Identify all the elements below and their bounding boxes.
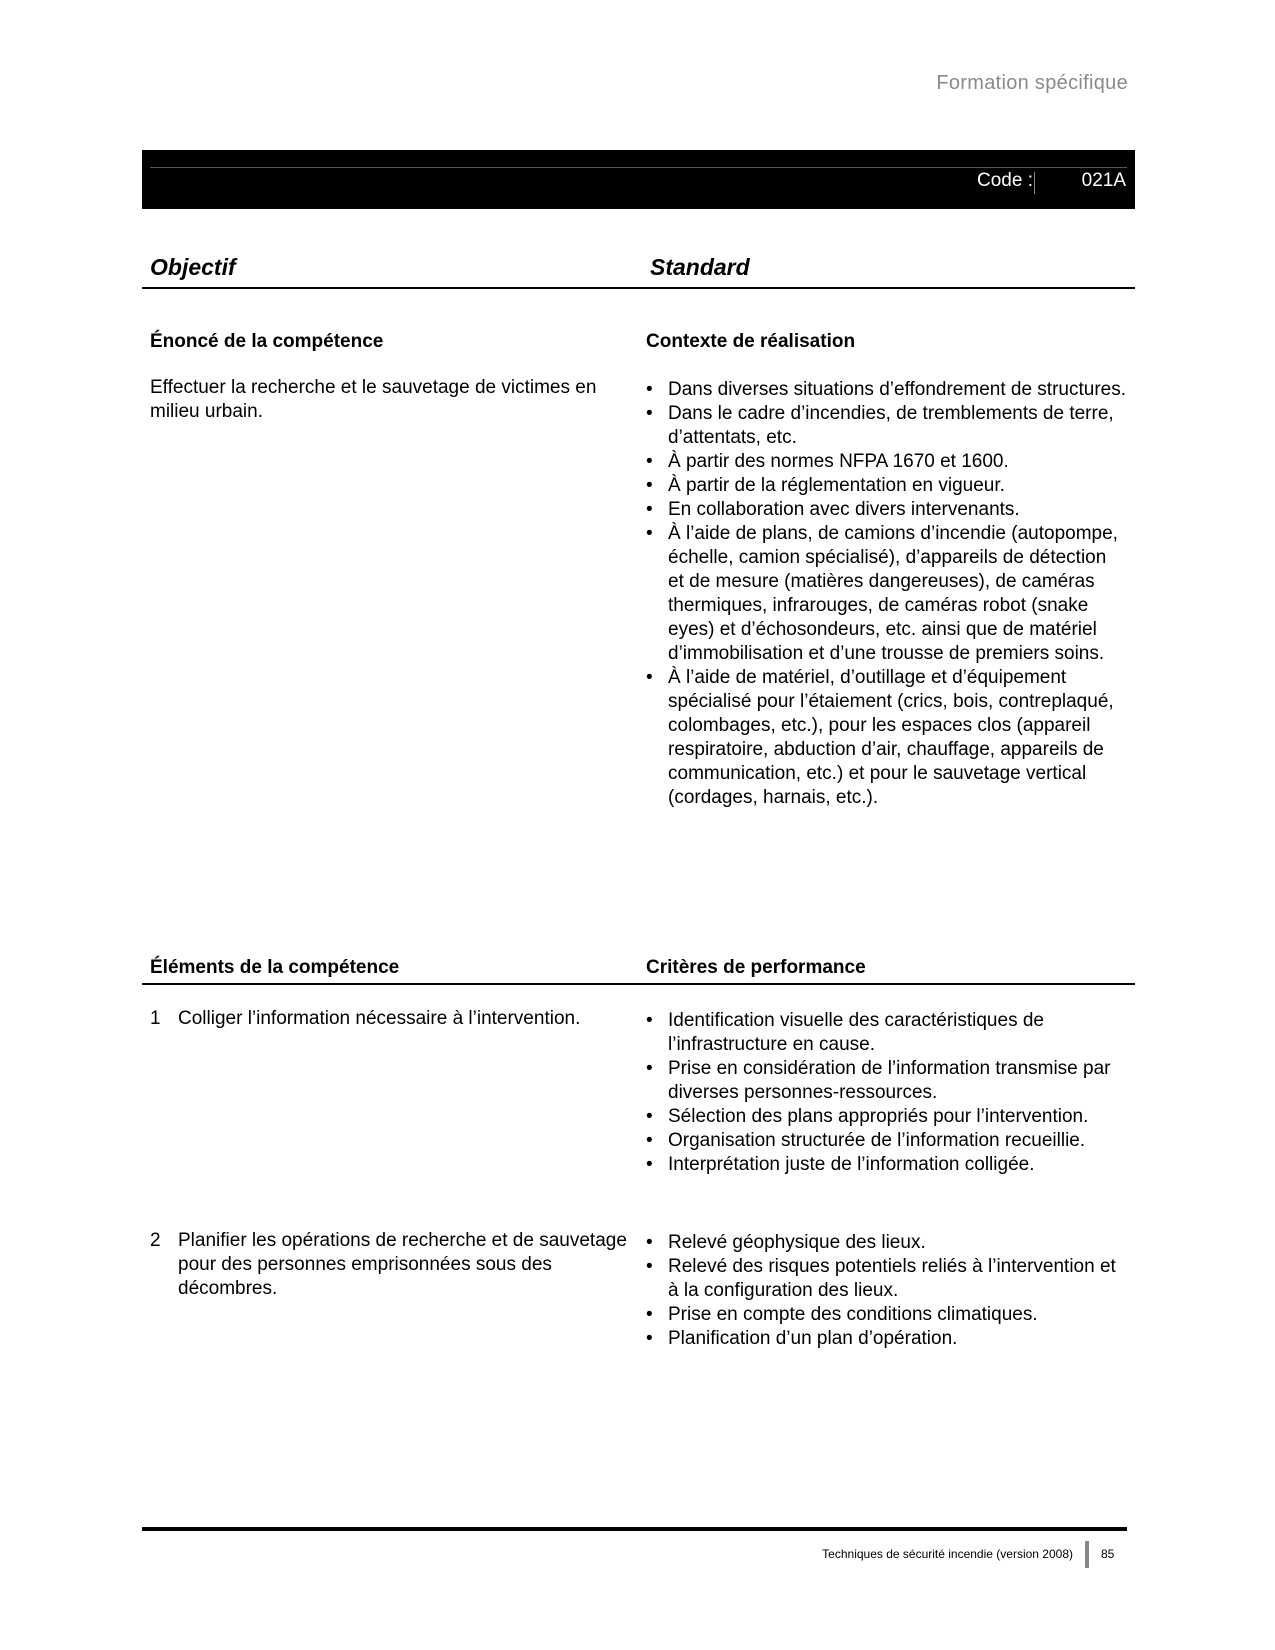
list-item: • En collaboration avec divers intervenants.: [646, 498, 1126, 522]
column-heading-objectif: Objectif: [150, 254, 236, 280]
list-item: • Organisation structurée de l’information recueillie.: [646, 1129, 1136, 1153]
criteria-list-1: [646, 1009, 1136, 1177]
page-number: 85: [1101, 1547, 1115, 1561]
list-item: • Prise en compte des conditions climatiques.: [646, 1303, 1126, 1327]
code-label: Code :: [977, 170, 1033, 191]
code-value: 021A: [1081, 170, 1126, 191]
list-item: • Relevé des risques potentiels reliés à l’intervention et à la configuration des lieux.: [646, 1255, 1126, 1303]
list-item: • Dans le cadre d’incendies, de tremblements de terre, d’attentats, etc.: [646, 402, 1126, 450]
list-item: • À partir de la réglementation en vigueur.: [646, 474, 1126, 498]
element-text: Colliger l’information nécessaire à l’intervention.: [178, 1008, 581, 1029]
element-1: [150, 1007, 648, 1031]
code-separator: [1034, 172, 1035, 194]
contexte-list: [646, 378, 1126, 810]
enonce-text: Effectuer la recherche et le sauvetage de victimes en milieu urbain.: [150, 377, 597, 422]
code-bar: [142, 150, 1135, 209]
list-item: • À l’aide de matériel, d’outillage et d’équipement spécialisé pour l’étaiement (crics, bois, contreplaqué, colombages, etc.), pour les espaces clos (appareil respiratoire, abduction d’air, chauffage, appareils de communication, etc.) et pour le sauvetage vertical (cordages, harnais, etc.).: [646, 666, 1126, 810]
criteria-list-2: [646, 1231, 1126, 1351]
elements-rule: [142, 983, 1135, 985]
elements-title: Éléments de la compétence: [150, 957, 400, 978]
list-item: • Relevé géophysique des lieux.: [646, 1231, 1126, 1255]
list-item: • À partir des normes NFPA 1670 et 1600.: [646, 450, 1126, 474]
footer-title: Techniques de sécurité incendie (version 2008): [822, 1547, 1073, 1561]
enonce-title: Énoncé de la compétence: [150, 331, 384, 352]
code-bar-rule: [150, 167, 1127, 168]
list-item: • Prise en considération de l’information transmise par diverses personnes-ressources.: [646, 1057, 1136, 1105]
list-item: • Interprétation juste de l’information colligée.: [646, 1153, 1136, 1177]
heading-rule: [142, 287, 1135, 289]
criteres-title: Critères de performance: [646, 957, 866, 978]
list-item: • Dans diverses situations d’effondrement de structures.: [646, 378, 1126, 402]
footer-rule: [142, 1527, 1127, 1531]
element-number: 1: [150, 1008, 161, 1029]
list-item: • À l’aide de plans, de camions d’incendie (autopompe, échelle, camion spécialisé), d’appareils de détection et de mesure (matières dangereuses), de caméras thermiques, infrarouges, de caméras robot (snake eyes) et d’échosondeurs, etc. ainsi que de matériel d’immobilisation et d’une trousse de premiers soins.: [646, 522, 1126, 666]
list-item: • Planification d’un plan d’opération.: [646, 1327, 1126, 1351]
element-number: 2: [150, 1230, 161, 1251]
running-header: Formation spécifique: [936, 72, 1128, 94]
list-item: • Identification visuelle des caractéristiques de l’infrastructure en cause.: [646, 1009, 1136, 1057]
element-text: Planifier les opérations de recherche et de sauvetage pour des personnes emprisonnées sous des décombres.: [178, 1230, 627, 1299]
contexte-title: Contexte de réalisation: [646, 331, 856, 352]
column-heading-standard: Standard: [650, 254, 750, 280]
element-2: [150, 1229, 648, 1301]
footer-separator: [1085, 1541, 1089, 1568]
list-item: • Sélection des plans appropriés pour l’intervention.: [646, 1105, 1136, 1129]
